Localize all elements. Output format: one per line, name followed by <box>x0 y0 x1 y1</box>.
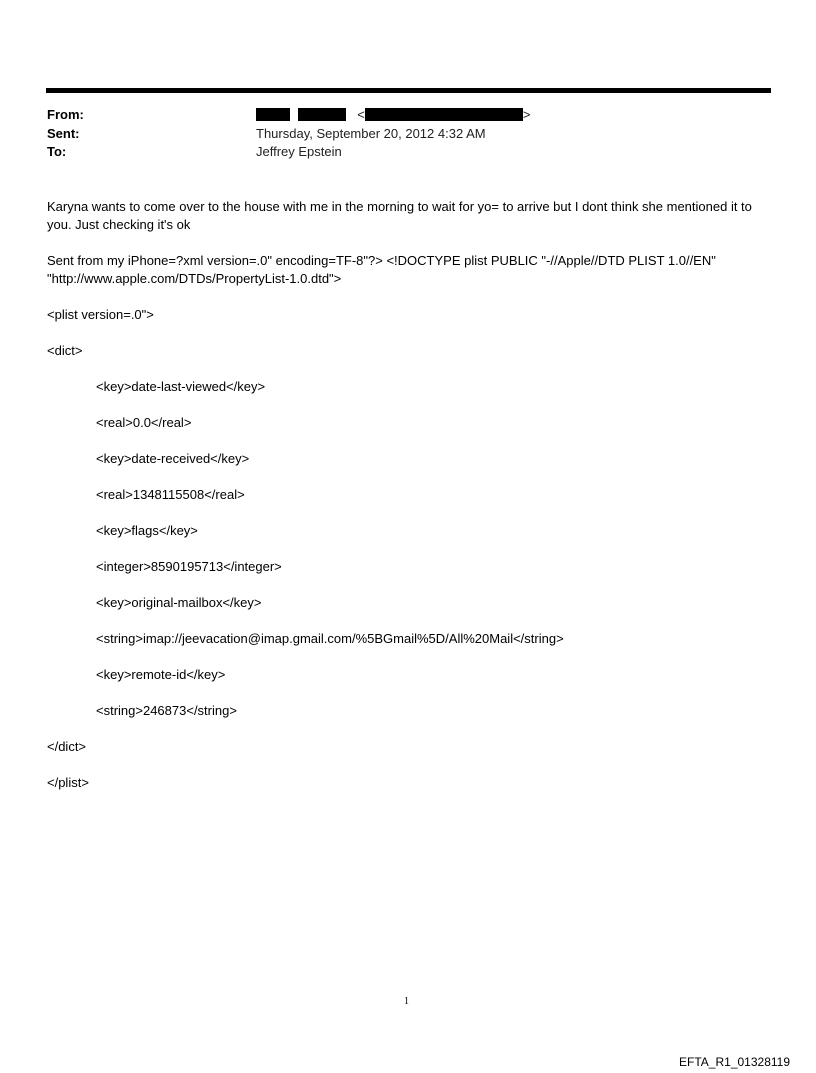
plist-close: </plist> <box>47 775 89 790</box>
from-lt: < <box>357 107 365 122</box>
signature-line: Sent from my iPhone=?xml version=.0" encoding=TF-8"?> <!DOCTYPE plist PUBLIC "-//Apple//DTD PLIST 1.0//EN" <box>47 253 716 268</box>
plist-open: <plist version=.0"> <box>47 307 154 322</box>
plist-line: <key>date-received</key> <box>96 451 250 466</box>
to-value: Jeffrey Epstein <box>256 144 342 159</box>
plist-line: <string>imap://jeevacation@imap.gmail.com/%5BGmail%5D/All%20Mail</string> <box>96 631 564 646</box>
dict-open: <dict> <box>47 343 83 358</box>
document-id: EFTA_R1_01328119 <box>679 1055 790 1069</box>
plist-line: <key>original-mailbox</key> <box>96 595 262 610</box>
header-rule <box>46 88 771 93</box>
body-paragraph: Karyna wants to come over to the house with me in the morning to wait for yo= to arrive but I dont think she mentioned it to you. Just checking it's ok <box>47 199 752 232</box>
plist-line: <key>flags</key> <box>96 523 198 538</box>
plist-line: <string>246873</string> <box>96 703 237 718</box>
plist-line: <key>date-last-viewed</key> <box>96 379 266 394</box>
to-label: To: <box>47 144 67 159</box>
redaction-block <box>298 108 346 121</box>
from-gt: > <box>522 107 531 122</box>
signature-line: "http://www.apple.com/DTDs/PropertyList-1.0.dtd"> <box>47 271 342 286</box>
sent-label: Sent: <box>47 126 80 141</box>
from-value <box>256 107 530 123</box>
redaction-block <box>256 108 290 121</box>
sent-value: Thursday, September 20, 2012 4:32 AM <box>256 126 486 141</box>
redaction-block <box>365 108 523 121</box>
email-body <box>47 198 772 234</box>
plist-line: <real>0.0</real> <box>96 415 192 430</box>
signature-block <box>47 252 772 288</box>
plist-line: <integer>8590195713</integer> <box>96 559 282 574</box>
from-label: From: <box>47 107 84 122</box>
dict-close: </dict> <box>47 739 87 754</box>
plist-line: <real>1348115508</real> <box>96 487 245 502</box>
plist-block <box>47 288 564 810</box>
plist-line: <key>remote-id</key> <box>96 667 226 682</box>
page-number: 1 <box>404 996 409 1007</box>
